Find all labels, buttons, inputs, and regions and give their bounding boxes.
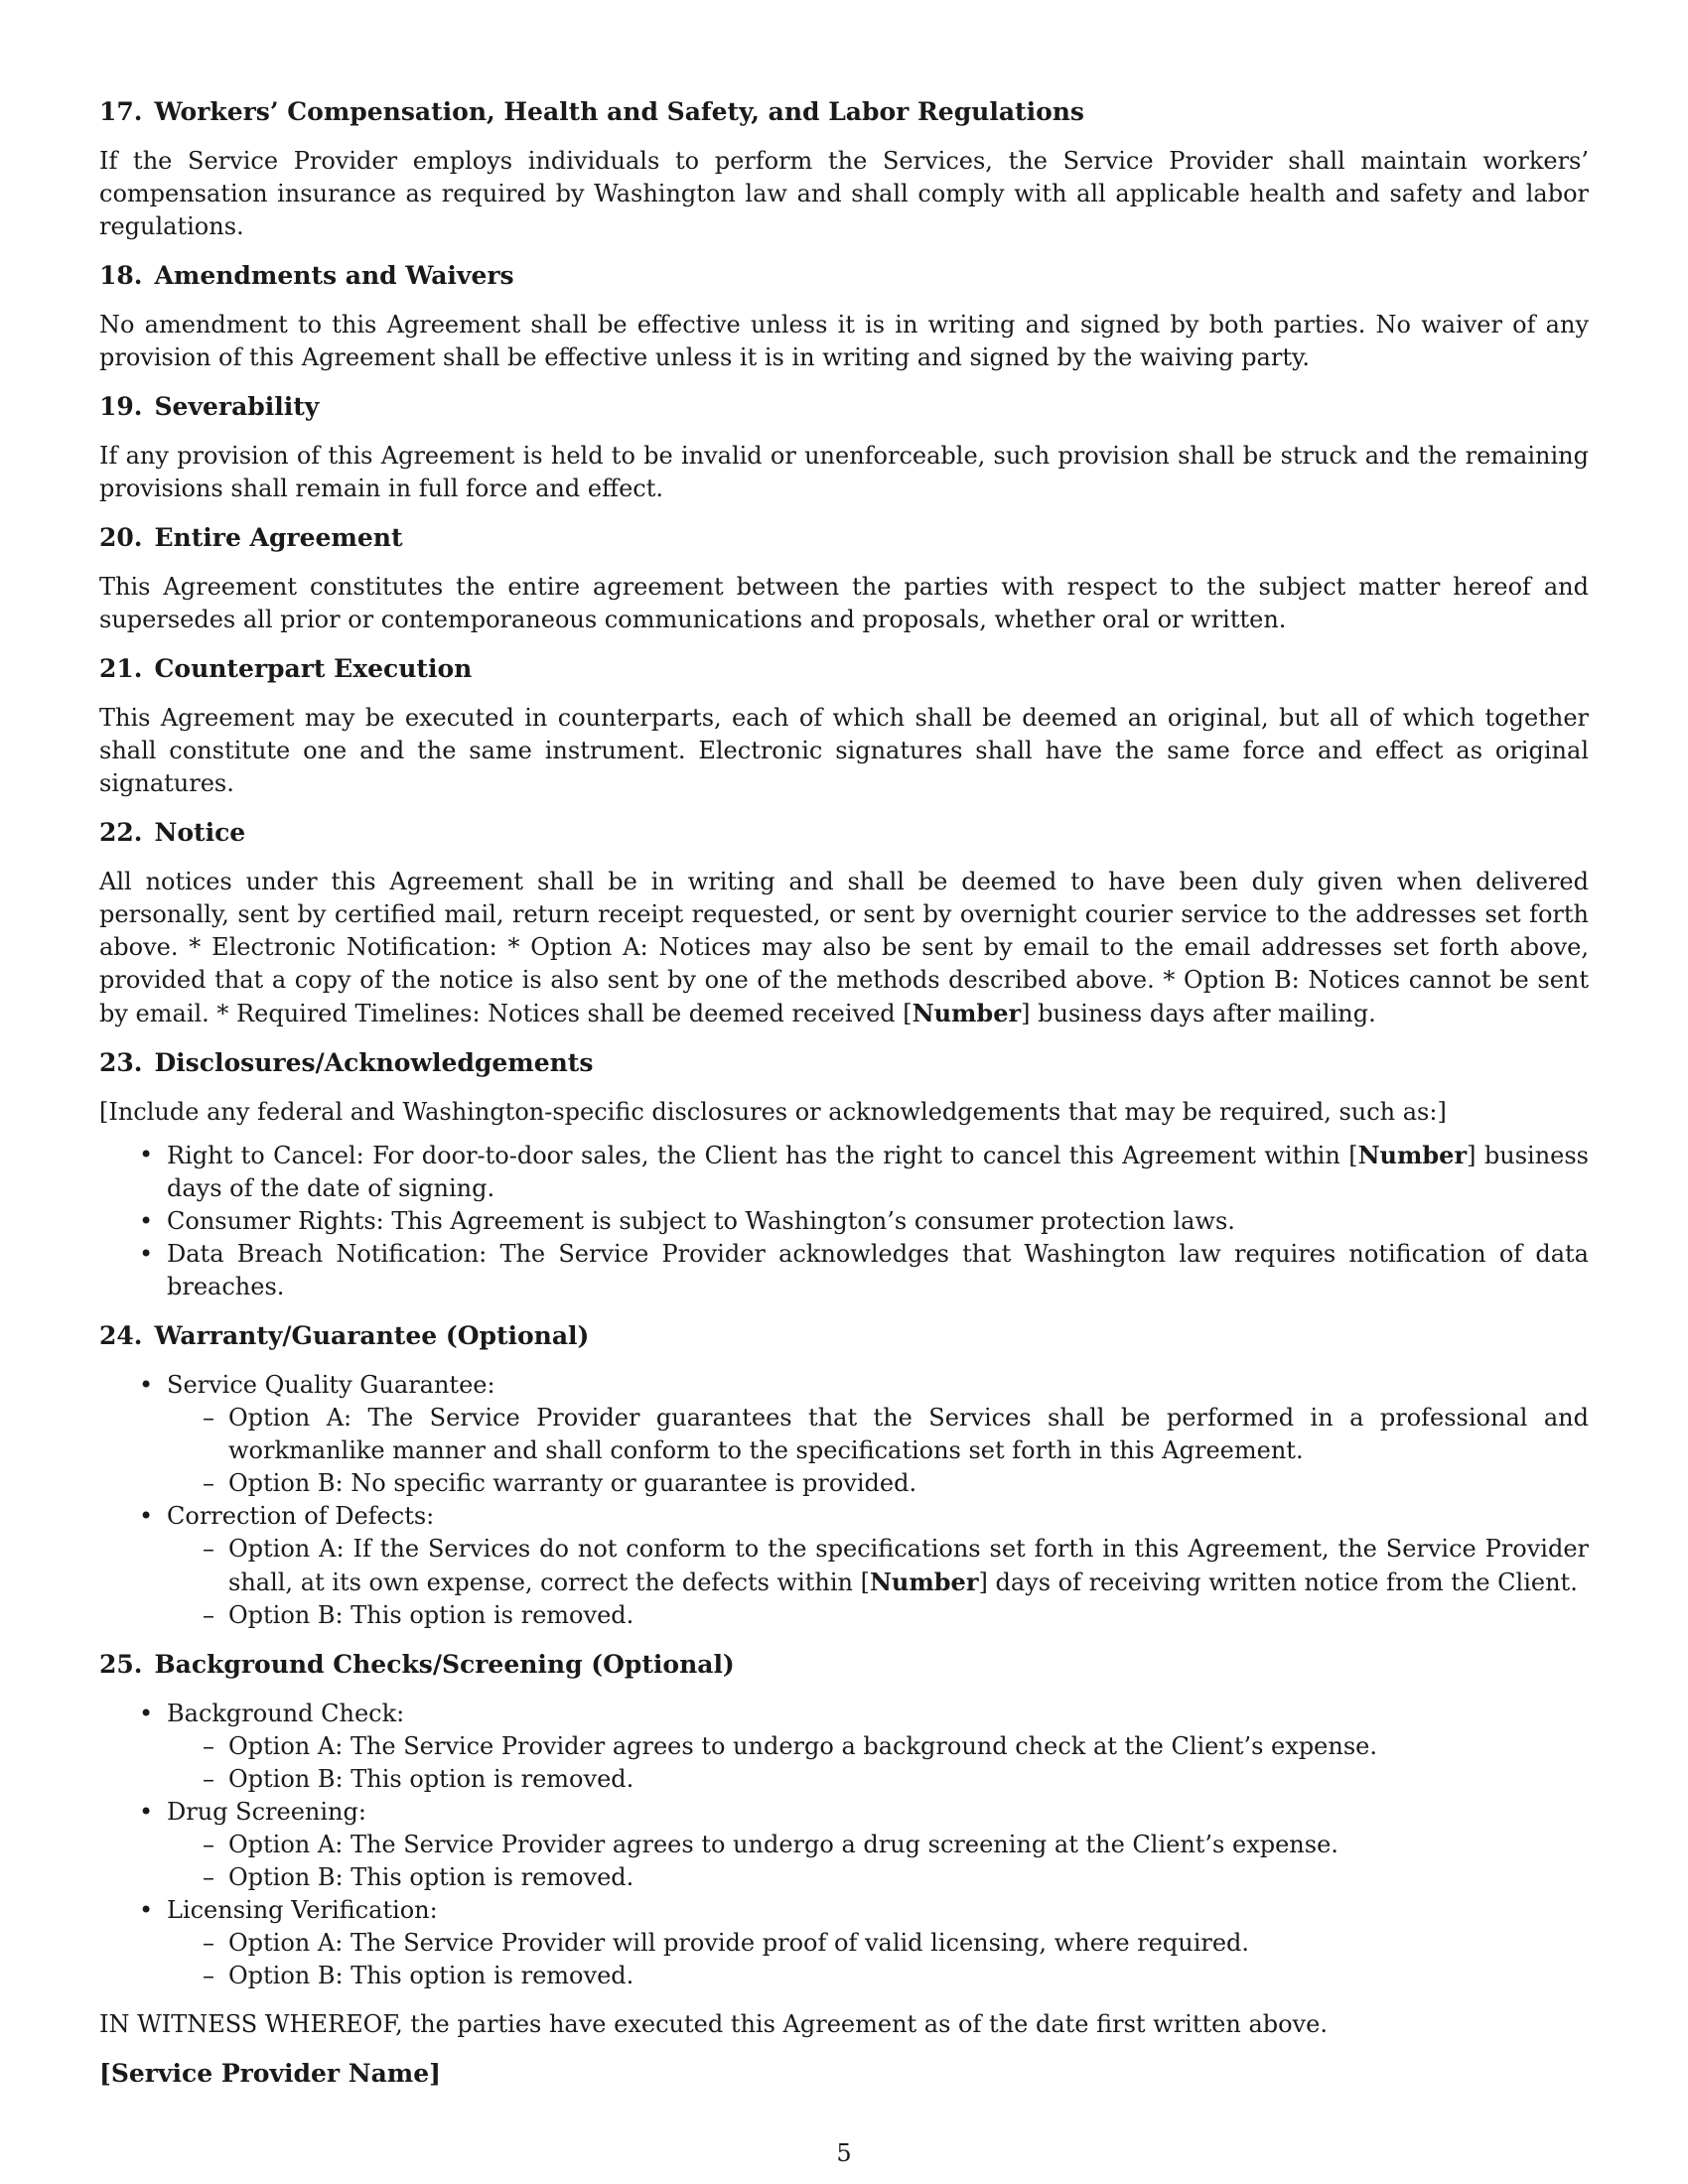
option-text-end: ] days of receiving written notice from the Client. [978, 1569, 1578, 1596]
number-placeholder: Number [869, 1568, 979, 1596]
option-list [167, 1927, 1589, 1992]
section-title: Severability [154, 392, 320, 421]
option-item: – Option B: This option is removed. [167, 1861, 1589, 1894]
section-number: 21. [99, 654, 143, 683]
list-item [99, 1894, 1589, 1992]
document-page [99, 95, 1589, 2107]
section-22-heading [99, 816, 1589, 850]
option-list [167, 1402, 1589, 1500]
list-item-label: Background Check: [167, 1700, 405, 1727]
option-list [167, 1730, 1589, 1796]
section-19-body: If any provision of this Agreement is held to be invalid or unenforceable, such provision shall be struck and the remaining provisions shall remain in full force and effect. [99, 442, 1589, 502]
section-18-body: No amendment to this Agreement shall be effective unless it is in writing and signed by both parties. No waiver of any provision of this Agreement shall be effective unless it is in writing and signed by the waiving party. [99, 311, 1589, 371]
option-item: – Option B: No specific warranty or guarantee is provided. [167, 1467, 1589, 1500]
section-title: Disclosures/Acknowledgements [154, 1048, 594, 1077]
section-25-heading [99, 1648, 1589, 1682]
option-item: – Option B: This option is removed. [167, 1599, 1589, 1632]
number-placeholder: Number [1357, 1141, 1468, 1169]
witness-statement: IN WITNESS WHEREOF, the parties have executed this Agreement as of the date first written above. [99, 2010, 1328, 2038]
option-item: – Option B: This option is removed. [167, 1960, 1589, 1992]
section-title: Counterpart Execution [154, 654, 473, 683]
option-item: – Option A: The Service Provider will provide proof of valid licensing, where required. [167, 1927, 1589, 1960]
section-17-body: If the Service Provider employs individuals to perform the Services, the Service Provider shall maintain workers’ compensation insurance as required by Washington law and shall comply with all applicable health and safety and labor regulations. [99, 147, 1589, 240]
section-title: Amendments and Waivers [154, 261, 514, 290]
signature-block-name [99, 2057, 1589, 2091]
list-item [99, 1796, 1589, 1894]
section-21-body: This Agreement may be executed in counterparts, each of which shall be deemed an original, but all of which together shall constitute one and the same instrument. Electronic signatures shall have the same force and effect as original signatures. [99, 704, 1589, 797]
section-title: Warranty/Guarantee (Optional) [154, 1321, 590, 1350]
list-item [99, 1369, 1589, 1500]
list-item-label: Service Quality Guarantee: [167, 1371, 495, 1399]
option-list [167, 1533, 1589, 1632]
bracket-open: [ [99, 2059, 111, 2088]
list-item [99, 1698, 1589, 1796]
section-title: Notice [154, 818, 246, 847]
section-title: Workers’ Compensation, Health and Safety, and Labor Regulations [154, 97, 1085, 126]
option-text: Option A: If the Services do not conform to the specifications set forth in this Agreement, the Service Provider shall, at its own expense, correct the defects within [ [228, 1535, 1589, 1596]
section-number: 22. [99, 818, 143, 847]
notice-text-end: ] business days after mailing. [1021, 1000, 1376, 1027]
section-number: 23. [99, 1048, 143, 1077]
option-list [167, 1829, 1589, 1894]
page-number: 5 [836, 2139, 852, 2167]
list-item [99, 1139, 1589, 1205]
list-item-label: Licensing Verification: [167, 1896, 438, 1924]
bracket-close: ] [429, 2059, 442, 2088]
section-22-body [99, 866, 1589, 1030]
service-provider-name: Service Provider Name [110, 2059, 430, 2088]
section-number: 20. [99, 523, 143, 552]
list-item-text-end: ] business days of the date of signing. [167, 1142, 1589, 1202]
option-item: – Option A: The Service Provider agrees to undergo a drug screening at the Client’s expense. [167, 1829, 1589, 1861]
option-item: – Option B: This option is removed. [167, 1763, 1589, 1796]
option-item: – Option A: The Service Provider agrees to undergo a background check at the Client’s expense. [167, 1730, 1589, 1763]
list-item: • Data Breach Notification: The Service Provider acknowledges that Washington law requires notification of data breaches. [99, 1238, 1589, 1303]
section-21-heading [99, 652, 1589, 686]
warranty-list [99, 1369, 1589, 1632]
section-title: Entire Agreement [154, 523, 403, 552]
section-19-heading [99, 390, 1589, 424]
list-item-text: Right to Cancel: For door-to-door sales, the Client has the right to cancel this Agreement within [ [167, 1142, 1358, 1169]
notice-text: All notices under this Agreement shall be in writing and shall be deemed to have been duly given when delivered personally, sent by certified mail, return receipt requested, or sent by overnight courier service to the addresses set forth above. * Electronic Notification: * Option A: Notices may also be sent by email to the email addresses set forth above, provided that a copy of the notice is also sent by one of the methods described above. * Option B: Notices cannot be sent by email. * Required Timelines: Notices shall be deemed received [ [99, 868, 1589, 1027]
list-item-label: Drug Screening: [167, 1798, 366, 1826]
number-placeholder: Number [912, 999, 1022, 1027]
disclosures-list [99, 1139, 1589, 1303]
section-number: 18. [99, 261, 143, 290]
section-24-heading [99, 1319, 1589, 1353]
section-20-heading [99, 521, 1589, 555]
option-item: – Option A: The Service Provider guarantees that the Services shall be performed in a professional and workmanlike manner and shall conform to the specifications set forth in this Agreement. [167, 1402, 1589, 1467]
section-title: Background Checks/Screening (Optional) [154, 1650, 735, 1679]
option-item [167, 1533, 1589, 1599]
section-23-heading [99, 1046, 1589, 1080]
list-item-label: Correction of Defects: [167, 1502, 435, 1530]
section-number: 25. [99, 1650, 143, 1679]
section-18-heading [99, 259, 1589, 293]
screening-list [99, 1698, 1589, 1992]
section-number: 19. [99, 392, 143, 421]
section-20-body: This Agreement constitutes the entire agreement between the parties with respect to the subject matter hereof and supersedes all prior or contemporaneous communications and proposals, whether oral or written. [99, 573, 1589, 633]
section-23-intro: [Include any federal and Washington-specific disclosures or acknowledgements that may be required, such as:] [99, 1098, 1447, 1126]
list-item: • Consumer Rights: This Agreement is subject to Washington’s consumer protection laws. [99, 1205, 1589, 1238]
list-item [99, 1500, 1589, 1632]
section-number: 17. [99, 97, 143, 126]
section-number: 24. [99, 1321, 143, 1350]
section-17-heading [99, 95, 1589, 129]
